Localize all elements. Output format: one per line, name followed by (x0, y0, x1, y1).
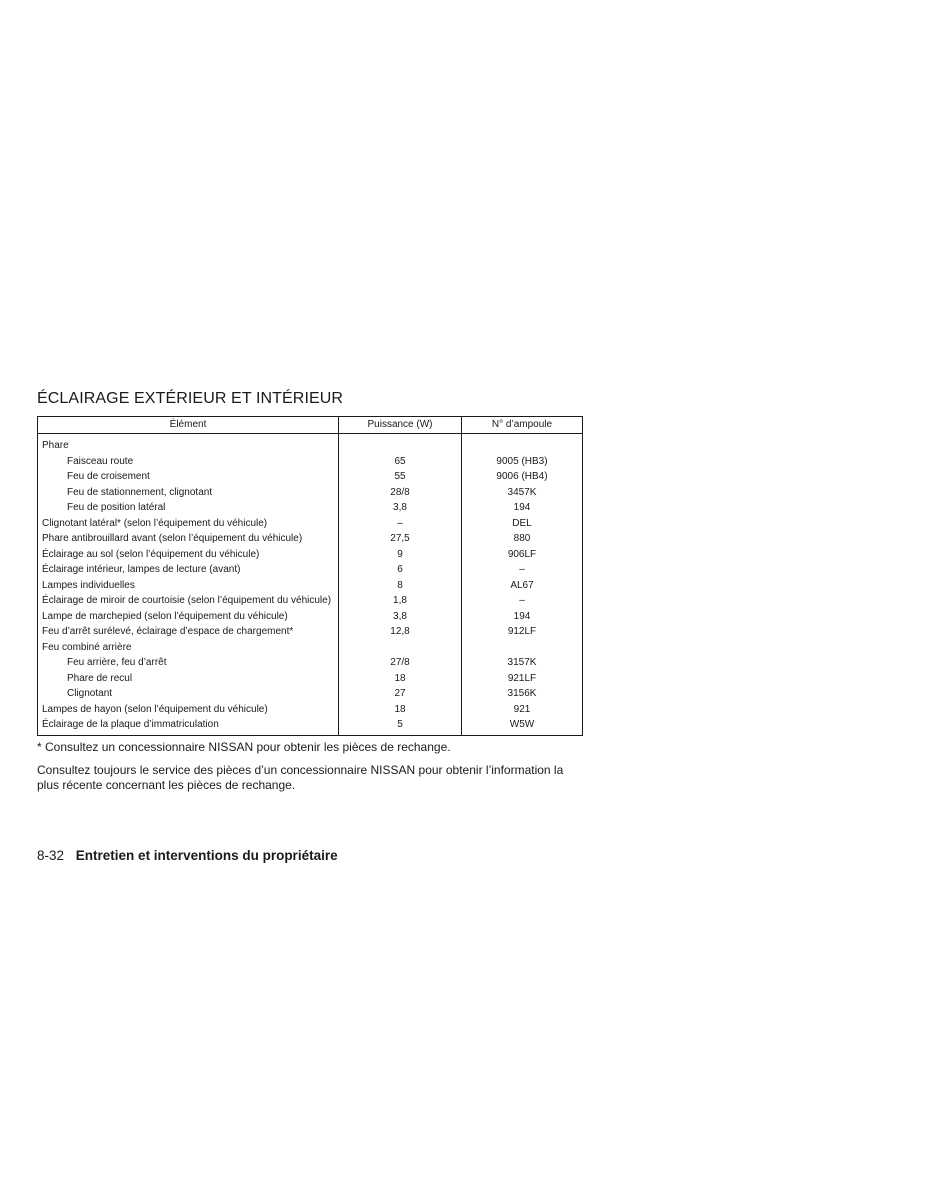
table-row (38, 578, 583, 594)
table-row (38, 609, 583, 625)
cell-power: 3,8 (339, 609, 462, 625)
cell-power: 55 (339, 469, 462, 485)
table-body (38, 434, 583, 736)
cell-bulb-number: 3157K (507, 657, 537, 668)
info-paragraph: Consultez toujours le service des pièces d’un concessionnaire NISSAN pour obtenir l’information la plus récente concernant les pièces de rechange. (37, 763, 564, 792)
footnote: * Consultez un concessionnaire NISSAN pour obtenir les pièces de rechange. (37, 740, 451, 754)
header-power: Puissance (W) (339, 417, 462, 434)
cell-bulb-number: 906LF (507, 548, 537, 560)
table-row (38, 434, 583, 454)
table-row (38, 562, 583, 578)
cell-element: Faisceau route (38, 454, 339, 470)
cell-element: Éclairage de la plaque d’immatriculation (38, 717, 339, 735)
table-row (38, 500, 583, 516)
cell-power: – (339, 516, 462, 532)
page-footer (37, 848, 338, 863)
chapter-title: Entretien et interventions du propriétaire (75, 848, 338, 863)
cell-power: 9 (339, 547, 462, 563)
cell-element: Éclairage intérieur, lampes de lecture (avant) (38, 562, 339, 578)
table-row (38, 547, 583, 563)
cell-bulb-number: 9006 (HB4) (496, 471, 548, 482)
table-header-row (38, 417, 583, 434)
cell-bulb-number: DEL (512, 517, 532, 529)
cell-element: Feu arrière, feu d’arrêt (38, 655, 339, 671)
cell-element: Clignotant latéral* (selon l’équipement du véhicule) (38, 516, 339, 532)
cell-bulb-number: 912LF (507, 626, 537, 637)
table-row (38, 640, 583, 656)
cell-bulb-number: W5W (509, 719, 535, 730)
table-row (38, 593, 583, 609)
table-row (38, 454, 583, 470)
section-title: ÉCLAIRAGE EXTÉRIEUR ET INTÉRIEUR (37, 390, 344, 407)
cell-element: Feu de stationnement, clignotant (38, 485, 339, 501)
cell-power: 27 (339, 686, 462, 702)
cell-bulb-number: 3156K (507, 688, 537, 699)
cell-bulb-number: 921LF (507, 672, 537, 684)
header-element: Élément (38, 417, 339, 434)
cell-element: Phare (38, 434, 339, 454)
cell-element: Éclairage au sol (selon l’équipement du véhicule) (38, 547, 339, 563)
cell-bulb-number: 194 (513, 502, 531, 513)
cell-power: 28/8 (339, 485, 462, 501)
cell-power: 65 (339, 454, 462, 470)
table-row (38, 485, 583, 501)
table-row (38, 624, 583, 640)
cell-power: 8 (339, 578, 462, 594)
cell-power: 6 (339, 562, 462, 578)
header-bulb-number: N° d’ampoule (462, 417, 583, 434)
table-row (38, 717, 583, 735)
cell-power: 3,8 (339, 500, 462, 516)
cell-power: 27,5 (339, 531, 462, 547)
cell-bulb-number: 9005 (HB3) (496, 455, 548, 467)
cell-power: 5 (339, 717, 462, 735)
cell-power (339, 434, 462, 454)
bulb-table (37, 416, 583, 736)
cell-element: Phare antibrouillard avant (selon l’équipement du véhicule) (38, 531, 339, 547)
cell-element: Lampe de marchepied (selon l’équipement du véhicule) (38, 609, 339, 625)
cell-power: 18 (339, 671, 462, 687)
table-row (38, 655, 583, 671)
cell-power: 1,8 (339, 593, 462, 609)
table-row (38, 516, 583, 532)
cell-bulb-number: 3457K (507, 486, 537, 498)
cell-element: Feu de croisement (38, 469, 339, 485)
cell-power (339, 640, 462, 656)
cell-element: Phare de recul (38, 671, 339, 687)
table-row (38, 686, 583, 702)
cell-element: Feu d’arrêt surélevé, éclairage d’espace de chargement* (38, 624, 339, 640)
cell-element: Lampes de hayon (selon l’équipement du véhicule) (38, 702, 339, 718)
cell-element: Clignotant (38, 686, 339, 702)
cell-element: Feu de position latéral (38, 500, 339, 516)
cell-bulb-number: AL67 (510, 579, 534, 591)
cell-bulb-number: 194 (513, 610, 531, 622)
cell-power: 12,8 (339, 624, 462, 640)
cell-element: Lampes individuelles (38, 578, 339, 594)
cell-element: Éclairage de miroir de courtoisie (selon l’équipement du véhicule) (38, 593, 339, 609)
cell-bulb-number: 921 (513, 703, 531, 715)
table-row (38, 469, 583, 485)
cell-bulb-number (462, 434, 583, 454)
cell-bulb-number: – (519, 564, 525, 575)
table-row (38, 671, 583, 687)
cell-bulb-number: 880 (513, 533, 531, 544)
table-row (38, 702, 583, 718)
table-row (38, 531, 583, 547)
cell-bulb-number (462, 640, 583, 656)
cell-power: 27/8 (339, 655, 462, 671)
cell-element: Feu combiné arrière (38, 640, 339, 656)
cell-bulb-number: – (519, 595, 525, 606)
cell-power: 18 (339, 702, 462, 718)
page-number: 8-32 (37, 848, 65, 863)
